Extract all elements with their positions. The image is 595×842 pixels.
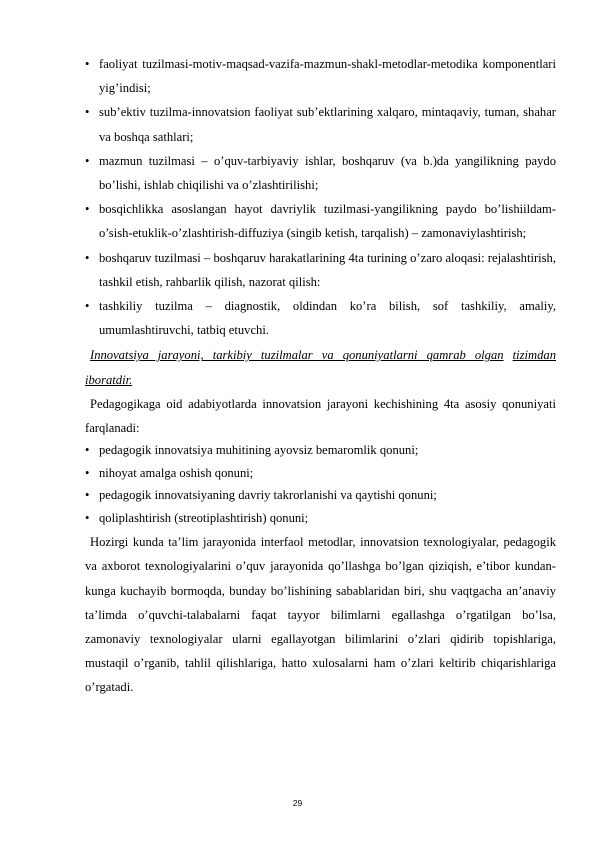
- list-item: [85, 508, 556, 529]
- list-item-text: bosqichlikka asoslangan hayot davriylik tuzilmasi-yangilikning paydo bo’lishiildam-o’sish-etuklik-o’zlashtirish-diffuziya (singib ketish, tarqalish) – zamonaviylashtirish;: [99, 202, 556, 241]
- bullet-icon: •: [85, 57, 90, 71]
- list-item-text: pedagogik innovatsiyaning davriy takrorlanishi va qaytishi qonuni;: [99, 488, 437, 503]
- emphasis-line: [85, 343, 556, 391]
- bullet-icon: •: [85, 202, 90, 217]
- list-item: [85, 52, 556, 100]
- list-item-text: qoliplashtirish (streotiplashtirish) qonuni;: [99, 510, 309, 525]
- list-item: [85, 485, 556, 506]
- intro-paragraph: Pedagogikaga oid adabiyotlarda innovatsion jarayoni kechishining 4ta asosiy qonuniyati farqlanadi:: [85, 396, 556, 436]
- bullet-icon: •: [85, 488, 90, 503]
- closing-paragraph: Hozirgi kunda ta’lim jarayonida interfaol metodlar, innovatsion texnologiyalar, pedagogik va axborot texnologiyalarini o’quv jarayonida qo’llashga bo’lgan qiziqish, e’tibor kundan-kunga kuchayib bormoqda, bunday bo’lishining sabablaridan biri, shu vaqtgacha an’anaviy ta’limda o’quvchi-talabalarni faqat tayyor bilimlarni egallashga o’rgatilgan bo’lsa, zamonaviy texnologiyalar ularni egallayotgan bilimlarini o’zlari qidirib topishlariga, mustaqil o’rganib, tahlil qilishlariga, hatto xulosalarni ham o’zlari keltirib chiqarishlariga o’rgatadi.: [85, 535, 556, 695]
- list-item: [85, 197, 556, 245]
- bullet-icon: •: [85, 443, 90, 458]
- list-item: [85, 463, 556, 484]
- list-item-text: tashkiliy tuzilma – diagnostik, oldindan ko’ra bilish, sof tashkiliy, amaliy, umumlashtiruvchi, tatbiq etuvchi.: [99, 299, 556, 338]
- laws-bullet-list: [85, 440, 556, 529]
- list-item-text: faoliyat tuzilmasi-motiv-maqsad-vazifa-mazmun-shakl-metodlar-metodika komponentlari yig’indisi;: [99, 57, 556, 96]
- list-item-text: boshqaruv tuzilmasi – boshqaruv harakatlarining 4ta turining o’zaro aloqasi: rejalashtirish, tashkil etish, rahbarlik qilish, nazorat qilish:: [99, 250, 556, 289]
- bullet-icon: •: [85, 153, 90, 168]
- list-item-text: nihoyat amalga oshish qonuni;: [99, 465, 254, 480]
- bullet-icon: •: [85, 465, 90, 480]
- bullet-icon: •: [85, 510, 90, 525]
- bullet-icon: •: [85, 299, 90, 314]
- emphasis-text-part2: tizimdan iboratdir.: [85, 348, 556, 387]
- list-item-text: sub’ektiv tuzilma-innovatsion faoliyat sub’ektlarining xalqaro, mintaqaviy, tuman, shahar va boshqa sathlari;: [99, 105, 556, 144]
- list-item: [85, 149, 556, 197]
- bullet-icon: •: [85, 250, 90, 265]
- list-item-text: pedagogik innovatsiya muhitining ayovsiz bemaromlik qonuni;: [99, 443, 419, 458]
- structure-bullet-list: [85, 52, 556, 342]
- list-item: [85, 246, 556, 294]
- list-item: [85, 294, 556, 342]
- list-item: [85, 100, 556, 148]
- page-number: 29: [292, 798, 303, 808]
- document-page: [85, 52, 556, 700]
- bullet-icon: •: [85, 105, 90, 120]
- list-item-text: mazmun tuzilmasi – o’quv-tarbiyaviy ishlar, boshqaruv (va b.)da yangilikning paydo bo’lishi, ishlab chiqilishi va o’zlashtirilishi;: [99, 153, 556, 193]
- emphasis-text-part1: Innovatsiya jarayoni, tarkibiy tuzilmalar va qonuniyatlarni qamrab olgan: [90, 348, 504, 363]
- list-item: [85, 440, 556, 461]
